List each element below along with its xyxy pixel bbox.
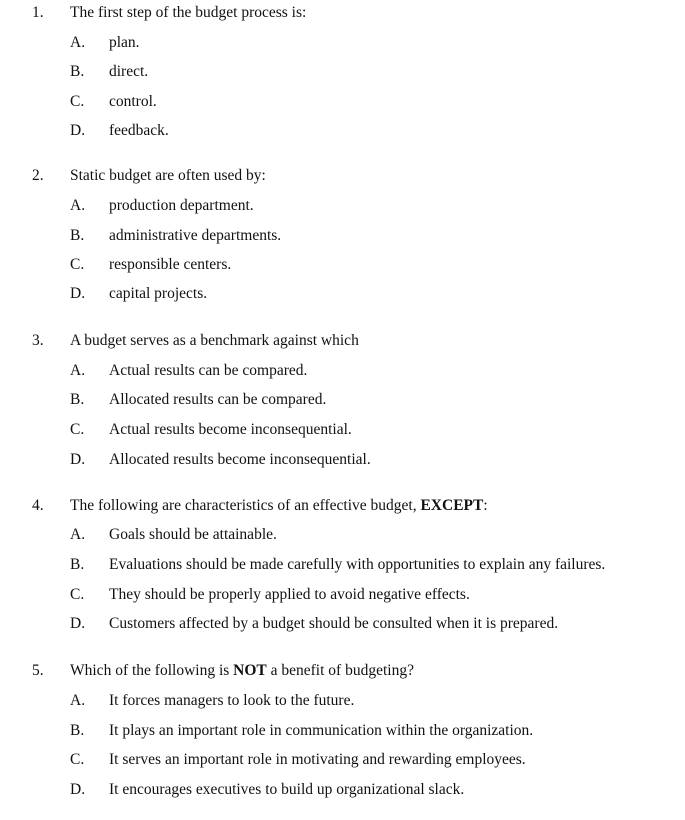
question-stem [70,661,414,681]
stem-text: The following are characteristics of an effective budget, [70,497,421,514]
question-stem [70,3,306,23]
question-stem [70,496,488,516]
option-text: plan. [109,34,140,51]
stem-emphasis: EXCEPT [420,497,484,514]
stem-text-after: : [483,497,488,514]
option-letter: D. [70,781,86,798]
option-letter: B. [70,556,85,573]
question-number: 5. [32,662,44,679]
option-letter: C. [70,586,85,603]
option-text: administrative departments. [109,227,282,244]
option-letter: B. [70,227,85,244]
option-text: It serves an important role in motivating and rewarding employees. [109,751,526,768]
option-text: They should be properly applied to avoid negative effects. [109,586,470,603]
option-letter: A. [70,526,86,543]
option-text: Evaluations should be made carefully with opportunities to explain any failures. [109,556,606,573]
option-text: Customers affected by a budget should be consulted when it is prepared. [109,615,559,632]
option-letter: C. [70,93,85,110]
option-letter: B. [70,722,85,739]
option-text: Actual results can be compared. [109,362,308,379]
option-text: It forces managers to look to the future. [109,692,355,709]
option-letter: C. [70,256,85,273]
stem-text: A budget serves as a benchmark against which [70,332,359,349]
option-letter: A. [70,692,86,709]
option-text: Allocated results become inconsequential. [109,451,371,468]
stem-text: Which of the following is [70,662,234,679]
option-letter: D. [70,285,86,302]
option-text: production department. [109,197,254,214]
option-letter: C. [70,751,85,768]
question-stem [70,331,359,351]
option-text: responsible centers. [109,256,232,273]
question-stem [70,166,266,186]
option-text: direct. [109,63,149,80]
option-letter: B. [70,63,85,80]
stem-text: The first step of the budget process is: [70,4,307,21]
option-text: It plays an important role in communication within the organization. [109,722,534,739]
question-number: 1. [32,4,44,21]
stem-text-after: a benefit of budgeting? [266,662,414,679]
option-letter: A. [70,197,86,214]
stem-emphasis: NOT [233,662,267,679]
option-text: Goals should be attainable. [109,526,277,543]
option-letter: D. [70,451,86,468]
option-text: Allocated results can be compared. [109,391,327,408]
question-number: 2. [32,167,44,184]
option-text: control. [109,93,157,110]
stem-text: Static budget are often used by: [70,167,266,184]
option-letter: D. [70,122,86,139]
option-text: capital projects. [109,285,208,302]
option-letter: B. [70,391,85,408]
option-text: It encourages executives to build up organizational slack. [109,781,465,798]
option-text: Actual results become inconsequential. [109,421,352,438]
question-number: 3. [32,332,44,349]
option-letter: C. [70,421,85,438]
question-number: 4. [32,497,44,514]
option-letter: A. [70,362,86,379]
option-letter: A. [70,34,86,51]
option-text: feedback. [109,122,169,139]
option-letter: D. [70,615,86,632]
